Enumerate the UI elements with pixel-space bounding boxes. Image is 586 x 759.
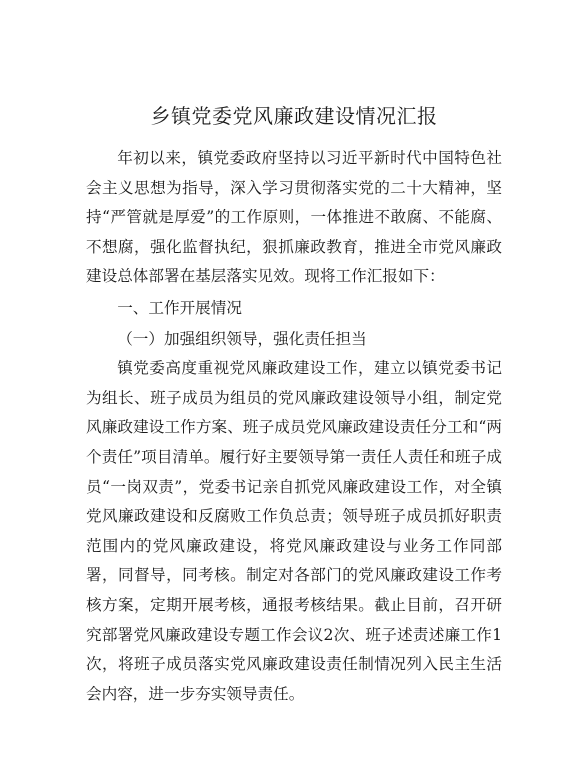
intro-paragraph: 年初以来，镇党委政府坚持以习近平新时代中国特色社会主义思想为指导，深入学习贯彻落实党的二十大精神，坚持“严管就是厚爱”的工作原则，一体推进不敢腐、不能腐、不想腐，强化监督执纪，狠抓廉政教育，推进全市党风廉政建设总体部署在基层落实见效。现将工作汇报如下： (86, 149, 502, 286)
subsection-body-organization: 镇党委高度重视党风廉政建设工作，建立以镇党委书记为组长、班子成员为组员的党风廉政建设领导小组，制定党风廉政建设工作方案、班子成员党风廉政建设责任分工和“两个责任”项目清单。履行好主要领导第一责任人责任和班子成员“一岗双责”，党委书记亲自抓党风廉政建设工作，对全镇党风廉政建设和反腐败工作负总责；领导班子成员抓好职责范围内的党风廉政建设，将党风廉政建设与业务工作同部署，同督导，同考核。制定对各部门的党风廉政建设工作考核方案，定期开展考核，通报考核结果。截止目前，召开研究部署党风廉政建设专题工作会议2次、班子述责述廉工作1次，将班子成员落实党风廉政建设责任制情况列入民主生活会内容，进一步夯实领导责任。 (86, 359, 502, 703)
subsection-heading-organization: （一）加强组织领导，强化责任担当 (117, 329, 367, 348)
document-title: 乡镇党委党风廉政建设情况汇报 (150, 104, 438, 128)
section-heading-work-status: 一、工作开展情况 (117, 298, 242, 317)
